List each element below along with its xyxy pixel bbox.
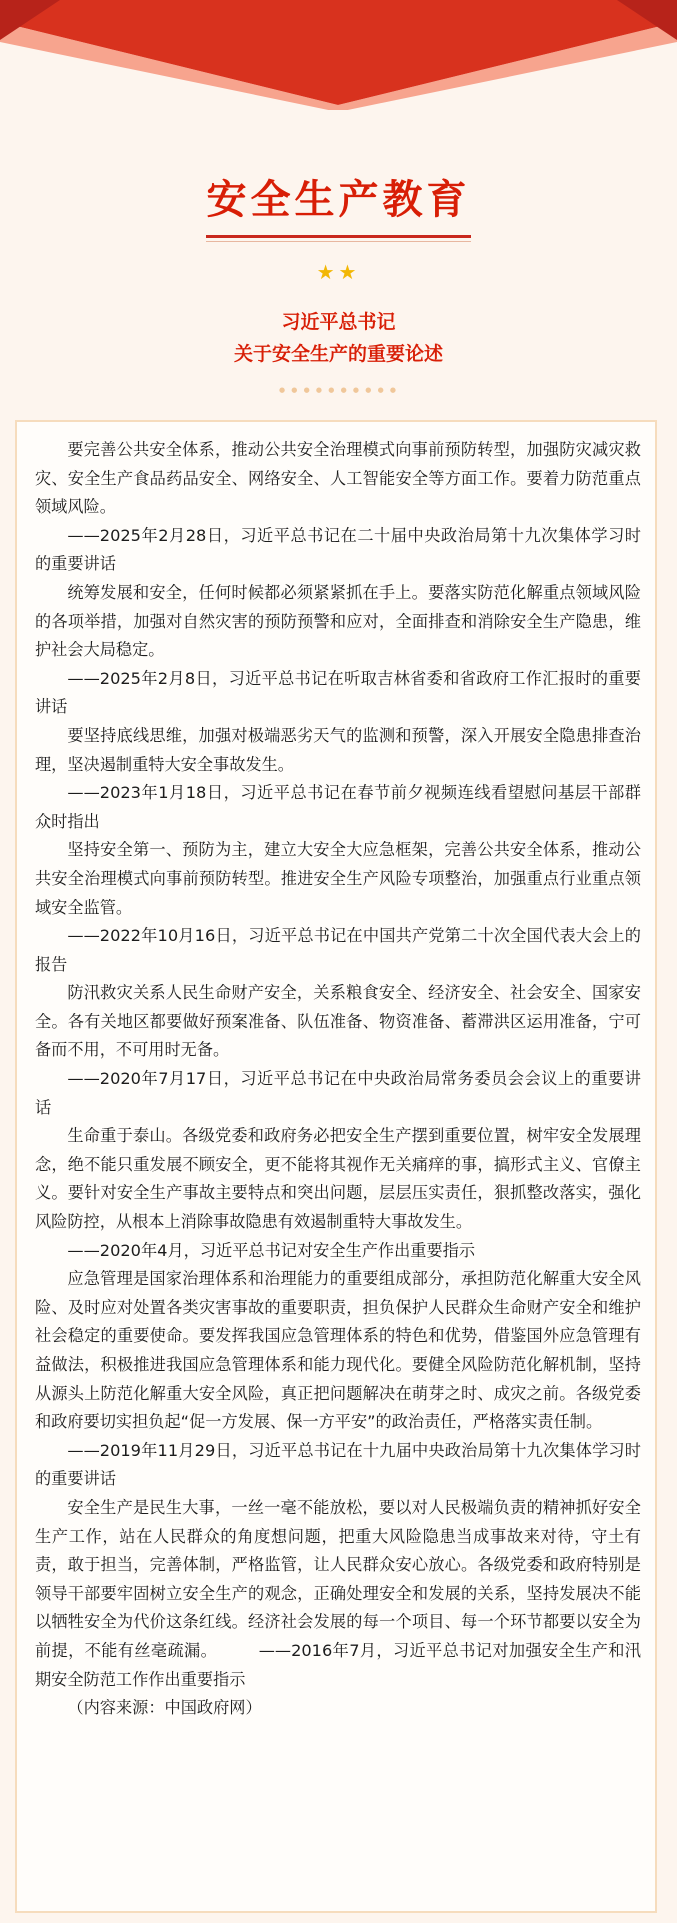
paragraph: 要完善公共安全体系，推动公共安全治理模式向事前预防转型，加强防灾减灾救灾、安全生产食品药品安全、网络安全、人工智能安全等方面工作。要着力防范重点领域风险。 [35,440,641,517]
citation: ——2020年4月，习近平总书记对安全生产作出重要指示 [67,1240,476,1260]
content-source: （内容来源：中国政府网） [67,1698,262,1718]
citation: ——2025年2月8日，习近平总书记在听取吉林省委和省政府工作汇报时的重要讲话 [35,668,641,717]
citation: ——2020年7月17日，习近平总书记在中央政治局常务委员会会议上的重要讲话 [35,1069,641,1117]
paragraph: 统筹发展和安全，任何时候都必须紧紧抓在手上。要落实防范化解重点领域风险的各项举措，加强对自然灾害的预防预警和应对，全面排查和消除安全生产隐患，维护社会大局稳定。 [35,582,641,660]
paragraph: 应急管理是国家治理体系和治理能力的重要组成部分，承担防范化解重大安全风险、及时应对处置各类灾害事故的重要职责，担负保护人民群众生命财产安全和维护社会稳定的重要使命。要发挥我国应急管理体系的特色和优势，借鉴国外应急管理有益做法，积极推进我国应急管理体系和能力现代化。要健全风险防范化解机制，坚持从源头上防范化解重大安全风险，真正把问题解决在萌芽之时、成灾之前。各级党委和政府要切实担负起“促一方发展、保一方平安”的政治责任，严格落实责任制。 [35,1269,641,1432]
star-icon: ★★ [316,260,361,284]
paragraph: 防汛救灾关系人民生命财产安全，关系粮食安全、经济安全、社会安全、国家安全。各有关地区都要做好预案准备、队伍准备、物资准备、蓄滞洪区运用准备，宁可备而不用，不可用时无备。 [35,983,641,1060]
citation: ——2023年1月18日，习近平总书记在春节前夕视频连线看望慰问基层干部群众时指出 [35,783,641,831]
title-underline-thin [206,241,471,242]
paragraph: 安全生产是民生大事，一丝一毫不能放松，要以对人民极端负责的精神抓好安全生产工作，站在人民群众的角度想问题，把重大风险隐患当成事故来对待，守土有责，敢于担当，完善体制，严格监管，让人民群众安心放心。各级党委和政府特别是领导干部要牢固树立安全生产的观念，正确处理安全和发展的关系，坚持发展决不能以牺牲安全为代价这条红线。经济社会发展的每一个项目、每一个环节都要以安全为前提，不能有丝毫疏漏。 ——2016年7月，习近平总书记对加强安全生产和汛期安全防范工作作出重要指示 [35,1497,641,1689]
header-banner [0,0,677,110]
dotted-divider: ● ● ● ● ● ● ● ● ● ● [278,386,399,394]
paragraph: 生命重于泰山。各级党委和政府务必把安全生产摆到重要位置，树牢安全发展理念，绝不能只重发展不顾安全，更不能将其视作无关痛痒的事，搞形式主义、官僚主义。要针对安全生产事故主要特点和突出问题，层层压实责任，狠抓整改落实，强化风险防控，从根本上消除事故隐患有效遏制重特大事故发生。 [35,1126,641,1232]
content-text [35,436,641,1723]
citation: ——2022年10月16日，习近平总书记在中国共产党第二十次全国代表大会上的报告 [35,926,641,974]
paragraph: 要坚持底线思维，加强对极端恶劣天气的监测和预警，深入开展安全隐患排查治理，坚决遏制重特大安全事故发生。 [35,725,641,774]
subtitle-line-1: 习近平总书记 [281,311,396,333]
subtitle-line-2: 关于安全生产的重要论述 [233,343,443,365]
citation: ——2025年2月28日，习近平总书记在二十届中央政治局第十九次集体学习时的重要讲话 [35,525,641,574]
content-box [15,420,657,1913]
paragraph: 坚持安全第一、预防为主，建立大安全大应急框架，完善公共安全体系，推动公共安全治理模式向事前预防转型。推进安全生产风险专项整治，加强重点行业重点领域安全监管。 [35,840,641,917]
page-title: 安全生产教育 [206,177,471,223]
citation: ——2019年11月29日，习近平总书记在十九届中央政治局第十九次集体学习时的重要讲话 [35,1440,641,1489]
title-underline [206,235,471,238]
